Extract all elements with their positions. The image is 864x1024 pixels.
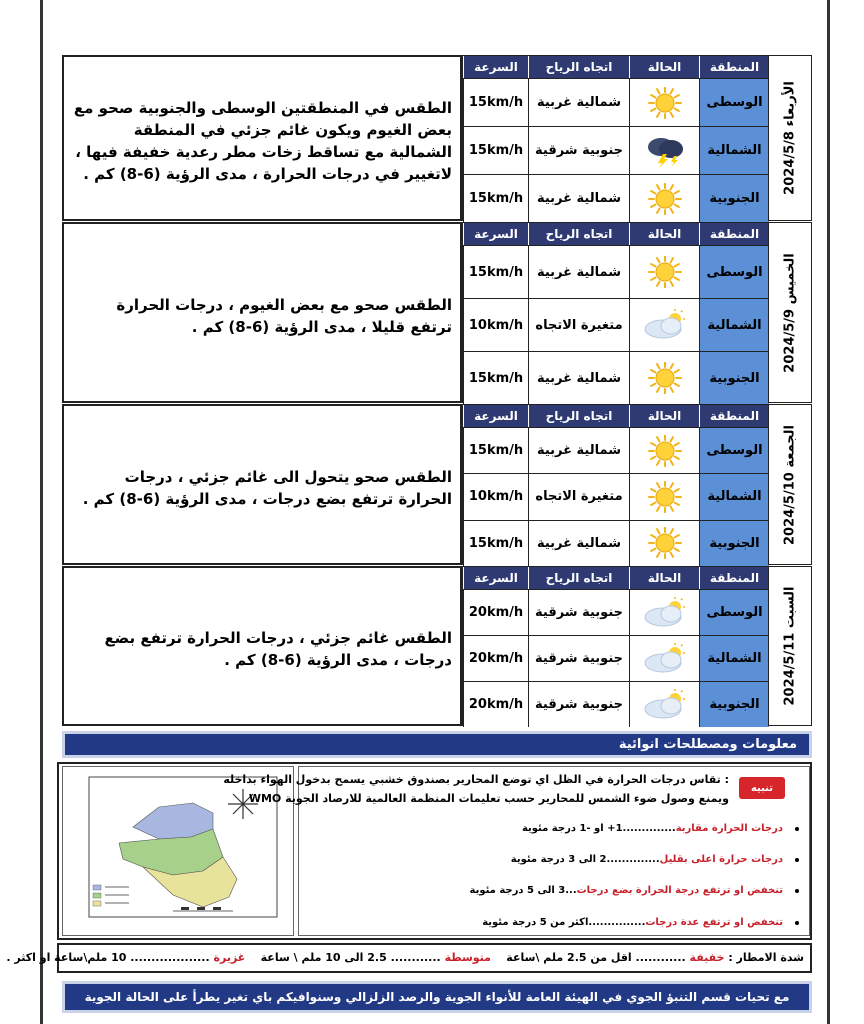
legend-term: درجات حرارة اعلى بقليل bbox=[659, 854, 783, 865]
partly-cloudy-icon bbox=[629, 589, 699, 635]
bullet-icon bbox=[795, 921, 799, 925]
cell-region: الجنوبية bbox=[699, 174, 769, 222]
sun-icon bbox=[629, 245, 699, 298]
column-header-wind: اتجاه الرياح bbox=[528, 56, 629, 78]
day-date: الخميس 2024/5/9 bbox=[782, 252, 798, 373]
cell-speed: 15km/h bbox=[463, 520, 528, 566]
column-header-region: المنطقة bbox=[699, 223, 769, 245]
cell-speed: 15km/h bbox=[463, 245, 528, 298]
cell-speed: 15km/h bbox=[463, 126, 528, 174]
sun-icon bbox=[629, 351, 699, 404]
day-table bbox=[462, 566, 768, 726]
frame-right-border bbox=[827, 0, 830, 1024]
cell-speed: 15km/h bbox=[463, 78, 528, 126]
footer-text: مع تحيات قسم التنبؤ الجوي في الهيئة العامة للأنواء الجوية والرصد الزلزالي وسنوافيكم باي تغير يطرأ على الحالة الجوية bbox=[84, 990, 790, 1004]
rain-heavy-text: ................... 10 ملم\ساعة او اكثر . bbox=[6, 951, 210, 964]
rain-moderate: متوسطة bbox=[444, 951, 491, 964]
legend-value: 1+ او -1 درجة مئوية bbox=[521, 823, 623, 834]
rain-light: خفيفة bbox=[689, 951, 725, 964]
note-line-1: : تقاس درجات الحرارة في الظل اي توضع المحارير بصندوق خشبي يسمح بدخول الهواء بداخله bbox=[223, 773, 729, 786]
cell-wind: شمالية غربية bbox=[528, 174, 629, 222]
cell-wind: شمالية غربية bbox=[528, 351, 629, 404]
legend-value: 2 الى 3 درجة مئوية bbox=[510, 854, 607, 865]
cell-wind: جنوبية شرقية bbox=[528, 126, 629, 174]
column-header-region: المنطقة bbox=[699, 405, 769, 427]
day-description bbox=[62, 566, 462, 726]
day-date-column bbox=[768, 566, 812, 726]
frame-left-border bbox=[40, 0, 43, 1024]
note-line-2: ويمنع وصول ضوء الشمس للمحارير حسب تعليمات المنظمة العالمية للارصاد الجوية WMO bbox=[248, 792, 729, 805]
cell-region: الشمالية bbox=[699, 473, 769, 519]
info-banner bbox=[62, 731, 812, 758]
column-header-region: المنطقة bbox=[699, 56, 769, 78]
legend-dots: .............. bbox=[622, 823, 676, 834]
cell-speed: 15km/h bbox=[463, 351, 528, 404]
cell-wind: شمالية غربية bbox=[528, 520, 629, 566]
day-date-column bbox=[768, 222, 812, 403]
cell-region: الجنوبية bbox=[699, 351, 769, 404]
day-description bbox=[62, 55, 462, 221]
cell-region: الوسطى bbox=[699, 78, 769, 126]
footer-banner bbox=[62, 981, 812, 1013]
day-description bbox=[62, 222, 462, 403]
legend-item bbox=[511, 852, 783, 865]
day-date: السبت 2024/5/11 bbox=[782, 586, 798, 706]
cell-wind: متغيرة الاتجاه bbox=[528, 473, 629, 519]
cell-region: الجنوبية bbox=[699, 681, 769, 727]
cell-region: الشمالية bbox=[699, 126, 769, 174]
thunderstorm-icon bbox=[629, 126, 699, 174]
cell-wind: جنوبية شرقية bbox=[528, 681, 629, 727]
rain-intensity-box bbox=[6, 943, 812, 973]
day-description-text: الطقس صحو يتحول الى غائم جزئي ، درجات الحرارة ترتفع بضع درجات ، مدى الرؤية (6-8) كم . bbox=[82, 467, 452, 508]
partly-cloudy-icon bbox=[629, 635, 699, 681]
day-date-column bbox=[768, 404, 812, 565]
day-table bbox=[462, 222, 768, 403]
rain-heavy: غزيرة bbox=[213, 951, 246, 964]
day-date-column bbox=[768, 55, 812, 221]
day-description-text: الطقس في المنطقتين الوسطى والجنوبية صحو مع بعض الغيوم ويكون غائم جزئي في المنطقة الشمالية مع تساقط زخات مطر رعدية خفيفة فيها ، لاتغيير في درجات الحرارة ، مدى الرؤية (6-8) كم . bbox=[73, 99, 452, 183]
cell-speed: 15km/h bbox=[463, 174, 528, 222]
legend-term: تنخفض او ترتفع عدة درجات bbox=[645, 917, 783, 928]
sun-icon bbox=[629, 174, 699, 222]
cell-wind: شمالية غربية bbox=[528, 245, 629, 298]
rain-moderate-text: ............ 2.5 الى 10 ملم \ ساعة bbox=[260, 951, 441, 964]
info-banner-title: معلومات ومصطلحات انوائية bbox=[618, 737, 797, 752]
column-header-speed: السرعة bbox=[463, 223, 528, 245]
column-header-condition: الحالة bbox=[629, 567, 699, 589]
column-header-region: المنطقة bbox=[699, 567, 769, 589]
column-header-condition: الحالة bbox=[629, 405, 699, 427]
day-description-text: الطقس غائم جزئي ، درجات الحرارة ترتفع بضع درجات ، مدى الرؤية (6-8) كم . bbox=[104, 629, 452, 669]
sun-icon bbox=[629, 473, 699, 519]
column-header-speed: السرعة bbox=[463, 567, 528, 589]
cell-wind: جنوبية شرقية bbox=[528, 589, 629, 635]
alert-badge bbox=[739, 777, 785, 799]
day-date: الجمعة 2024/5/10 bbox=[782, 424, 798, 545]
cell-wind: متغيرة الاتجاه bbox=[528, 298, 629, 351]
cell-speed: 15km/h bbox=[463, 427, 528, 473]
cell-region: الوسطى bbox=[699, 589, 769, 635]
cell-region: الوسطى bbox=[699, 427, 769, 473]
rain-light-text: ............ اقل من 2.5 ملم \ساعة bbox=[506, 951, 686, 964]
legend-item bbox=[522, 821, 783, 834]
cell-speed: 20km/h bbox=[463, 589, 528, 635]
day-description bbox=[62, 404, 462, 565]
cell-region: الجنوبية bbox=[699, 520, 769, 566]
day-table bbox=[462, 55, 768, 221]
day-description-text: الطقس صحو مع بعض الغيوم ، درجات الحرارة ترتفع قليلا ، مدى الرؤية (6-8) كم . bbox=[116, 295, 452, 336]
column-header-wind: اتجاه الرياح bbox=[528, 567, 629, 589]
sun-icon bbox=[629, 427, 699, 473]
column-header-speed: السرعة bbox=[463, 405, 528, 427]
rain-label: شدة الامطار : bbox=[728, 951, 804, 964]
legend-item bbox=[470, 883, 783, 896]
sun-icon bbox=[629, 78, 699, 126]
bullet-icon bbox=[795, 889, 799, 893]
partly-cloudy-icon bbox=[629, 298, 699, 351]
column-header-wind: اتجاه الرياح bbox=[528, 405, 629, 427]
cell-speed: 10km/h bbox=[463, 473, 528, 519]
cell-region: الوسطى bbox=[699, 245, 769, 298]
cell-speed: 20km/h bbox=[463, 635, 528, 681]
cell-speed: 20km/h bbox=[463, 681, 528, 727]
legend-term: تنخفض او ترتفع درجة الحرارة بضع درجات bbox=[576, 885, 783, 896]
day-date: الأربعاء 2024/5/8 bbox=[782, 81, 798, 195]
legend-dots: ............... bbox=[588, 917, 646, 928]
cell-wind: جنوبية شرقية bbox=[528, 635, 629, 681]
day-table bbox=[462, 404, 768, 565]
column-header-condition: الحالة bbox=[629, 223, 699, 245]
legend-term: درجات الحرارة مقاربة bbox=[675, 823, 783, 834]
legend-panel bbox=[223, 766, 810, 936]
alert-badge-label: تنبيه bbox=[750, 782, 774, 794]
legend-value: 3 الى 5 درجة مئوية bbox=[469, 885, 566, 896]
cell-region: الشمالية bbox=[699, 635, 769, 681]
bullet-icon bbox=[795, 827, 799, 831]
column-header-speed: السرعة bbox=[463, 56, 528, 78]
legend-item bbox=[482, 915, 783, 928]
column-header-condition: الحالة bbox=[629, 56, 699, 78]
legend-dots: ... bbox=[565, 885, 577, 896]
legend-dots: .............. bbox=[606, 854, 660, 865]
sun-icon bbox=[629, 520, 699, 566]
cell-speed: 10km/h bbox=[463, 298, 528, 351]
cell-wind: شمالية غربية bbox=[528, 78, 629, 126]
bullet-icon bbox=[795, 858, 799, 862]
cell-region: الشمالية bbox=[699, 298, 769, 351]
legend-value: اكثر من 5 درجة مئوية bbox=[482, 917, 589, 928]
partly-cloudy-icon bbox=[629, 681, 699, 727]
cell-wind: شمالية غربية bbox=[528, 427, 629, 473]
column-header-wind: اتجاه الرياح bbox=[528, 223, 629, 245]
